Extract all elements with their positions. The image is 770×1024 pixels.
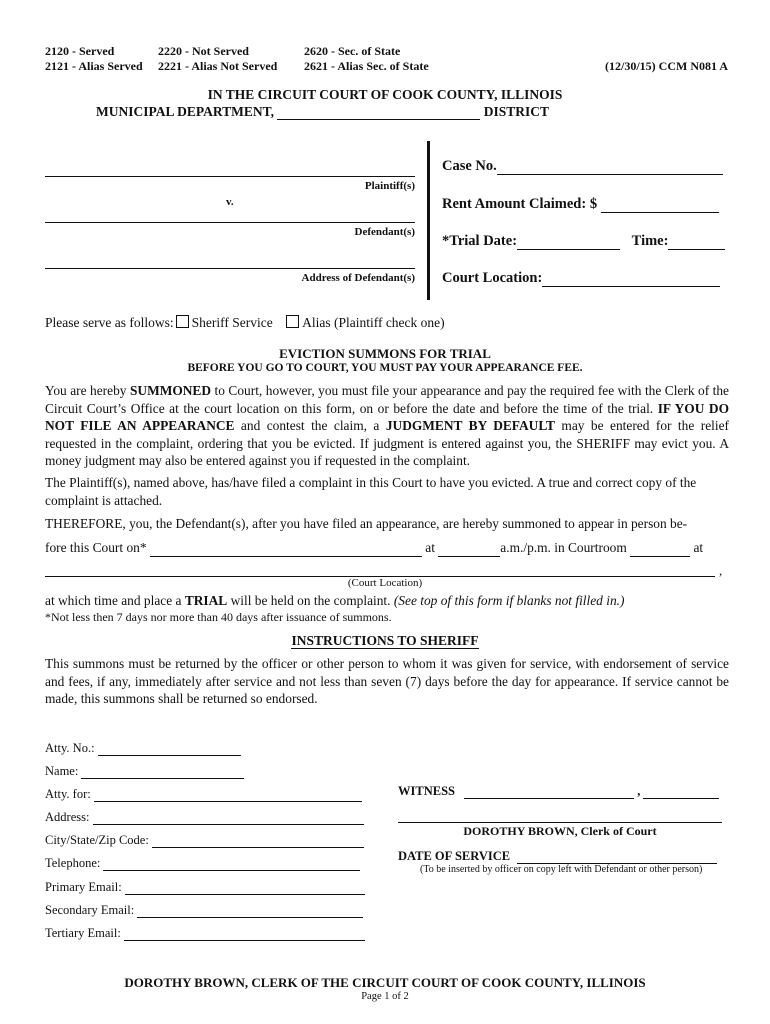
municipal-department: MUNICIPAL DEPARTMENT, DISTRICT [96, 104, 550, 119]
plaintiff-line[interactable] [45, 176, 415, 177]
witness-date-input[interactable] [643, 785, 719, 799]
primary-email-input[interactable] [125, 881, 365, 895]
name-input[interactable] [81, 765, 244, 779]
city-input[interactable] [152, 834, 364, 848]
appear-time-input[interactable] [438, 542, 500, 557]
secondary-email-input[interactable] [137, 904, 363, 918]
not-served-codes: 2220 - Not Served 2221 - Alias Not Served [158, 44, 278, 73]
footer-clerk: DOROTHY BROWN, CLERK OF THE CIRCUIT COURT OF COOK COUNTY, ILLINOIS [124, 975, 646, 990]
date-of-service-row: DATE OF SERVICE [398, 849, 717, 864]
rent-amount: Rent Amount Claimed: $ [442, 196, 719, 213]
trial-paragraph: at which time and place a TRIAL will be held on the complaint. (See top of this form if blanks not filled in.) [45, 593, 625, 608]
divider-bar [427, 141, 430, 300]
address-line[interactable] [45, 268, 415, 269]
appear-date-input[interactable] [150, 542, 422, 557]
sheriff-instructions: This summons must be returned by the officer or other person to whom it was given for service, with endorsement of service and fees, if any, immediately after service and not less than seven (7) days before the day for appearance. If service cannot be made, this summons shall be returned so endorsed. [45, 656, 729, 706]
secondary-email-row: Secondary Email: [45, 903, 363, 918]
time-input[interactable] [668, 234, 725, 250]
appear-line: fore this Court on* at a.m./p.m. in Courtroom at [45, 540, 704, 555]
witness-row: WITNESS , [398, 784, 719, 799]
sheriff-service-checkbox[interactable] [176, 315, 189, 328]
clerk-name: DOROTHY BROWN, Clerk of Court [463, 824, 657, 838]
sec-state-codes: 2620 - Sec. of State 2621 - Alias Sec. of State [304, 44, 429, 73]
witness-input[interactable] [464, 785, 634, 799]
therefore-paragraph: THEREFORE, you, the Defendant(s), after you have filed an appearance, are hereby summoned to appear in person be- [45, 516, 688, 531]
city-row: City/State/Zip Code: [45, 833, 364, 848]
telephone-input[interactable] [103, 857, 360, 871]
clerk-signature-line[interactable] [398, 822, 722, 823]
trial-date: *Trial Date: Time: [442, 233, 725, 250]
court-location: Court Location: [442, 270, 720, 287]
summons-title: EVICTION SUMMONS FOR TRIAL [279, 346, 491, 361]
court-title: IN THE CIRCUIT COURT OF COOK COUNTY, ILLINOIS [207, 87, 563, 102]
court-location-caption: (Court Location) [347, 577, 423, 589]
atty-for-input[interactable] [94, 788, 362, 802]
plaintiff-label: Plaintiff(s) [364, 180, 415, 192]
defendant-line[interactable] [45, 222, 415, 223]
atty-for-row: Atty. for: [45, 787, 362, 802]
summons-paragraph: You are hereby SUMMONED to Court, however, you must file your appearance and pay the required fee with the Clerk of the Circuit Court’s Office at the court location on this form, on or before the date and before the time of the trial. IF YOU DO NOT FILE AN APPEARANCE and contest the claim, a JUDGMENT BY DEFAULT may be entered for the relief requested in the complaint, ordering that you be evicted. If judgment is entered against you, the SHERIFF may evict you. A money judgment may also be entered against you if requested in the complaint. [45, 383, 730, 468]
versus-label: v. [226, 196, 234, 208]
tertiary-email-input[interactable] [124, 927, 365, 941]
case-no: Case No. [442, 158, 723, 175]
address-input[interactable] [93, 811, 364, 825]
defendant-label: Defendant(s) [354, 226, 415, 238]
address-label: Address of Defendant(s) [301, 272, 415, 284]
atty-no-row: Atty. No.: [45, 741, 241, 756]
summons-subtitle: BEFORE YOU GO TO COURT, YOU MUST PAY YOUR APPEARANCE FEE. [187, 362, 583, 374]
serve-options: Please serve as follows: Sheriff Service Alias (Plaintiff check one) [45, 315, 445, 330]
location-comma: , [719, 563, 723, 578]
form-id: (12/30/15) CCM N081 A [605, 59, 728, 73]
alias-checkbox[interactable] [286, 315, 299, 328]
primary-email-row: Primary Email: [45, 880, 365, 895]
name-row: Name: [45, 764, 244, 779]
date-of-service-input[interactable] [517, 850, 717, 864]
tertiary-email-row: Tertiary Email: [45, 926, 365, 941]
complaint-paragraph: The Plaintiff(s), named above, has/have filed a complaint in this Court to have you evicted. A true and correct copy of the complaint is attached. [45, 475, 697, 508]
sheriff-title: INSTRUCTIONS TO SHERIFF [291, 633, 479, 648]
telephone-row: Telephone: [45, 856, 360, 871]
days-note: *Not less then 7 days nor more than 40 days after issuance of summons. [45, 610, 392, 624]
address-row: Address: [45, 810, 364, 825]
page-number: Page 1 of 2 [361, 991, 409, 1002]
department-blank[interactable] [277, 105, 480, 120]
rent-amount-input[interactable] [601, 197, 719, 213]
case-no-input[interactable] [497, 159, 723, 175]
atty-no-input[interactable] [98, 742, 241, 756]
served-codes: 2120 - Served 2121 - Alias Served [45, 44, 143, 73]
trial-date-input[interactable] [517, 234, 620, 250]
date-of-service-note: (To be inserted by officer on copy left with Defendant or other person) [420, 864, 703, 875]
court-location-input[interactable] [542, 271, 720, 287]
courtroom-input[interactable] [630, 542, 690, 557]
